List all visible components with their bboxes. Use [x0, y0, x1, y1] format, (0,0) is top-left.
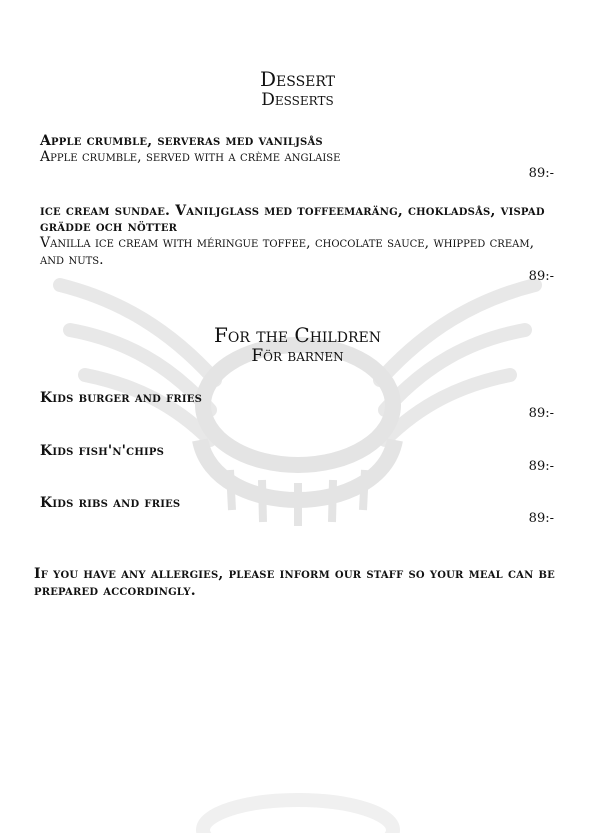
- item-title: ice cream sundae. Vaniljglass med toffeemaräng, chokladsås, vispad grädde och nötter: [40, 203, 545, 235]
- section-title: For the Children: [214, 323, 381, 347]
- item-title: Kids ribs and fries: [40, 495, 181, 511]
- item-price: 89:-: [528, 459, 554, 474]
- menu-item: [40, 390, 554, 422]
- item-price: 89:-: [528, 511, 554, 526]
- item-description: Vanilla ice cream with méringue toffee, chocolate sauce, whipped cream, and nuts.: [40, 235, 535, 268]
- menu-item: [40, 133, 554, 182]
- menu-item: [40, 203, 554, 285]
- item-description: Apple crumble, served with a crème anglaise: [40, 149, 341, 165]
- menu-item: [40, 443, 554, 475]
- item-price: 89:-: [528, 166, 554, 181]
- item-price: 89:-: [528, 406, 554, 421]
- item-title: Apple crumble, serveras med vaniljsås: [40, 133, 323, 149]
- allergy-note: If you have any allergies, please inform our staff so your meal can be prepared accordingly.: [34, 566, 555, 599]
- menu-item: [40, 495, 554, 527]
- section-title: Dessert: [259, 67, 336, 91]
- item-title: Kids fish'n'chips: [40, 443, 164, 459]
- item-price: 89:-: [528, 269, 554, 284]
- item-title: Kids burger and fries: [40, 390, 203, 406]
- section-subtitle: För barnen: [251, 346, 344, 366]
- children-heading: [0, 324, 595, 366]
- section-subtitle: Desserts: [261, 90, 334, 110]
- dessert-heading: [0, 68, 595, 110]
